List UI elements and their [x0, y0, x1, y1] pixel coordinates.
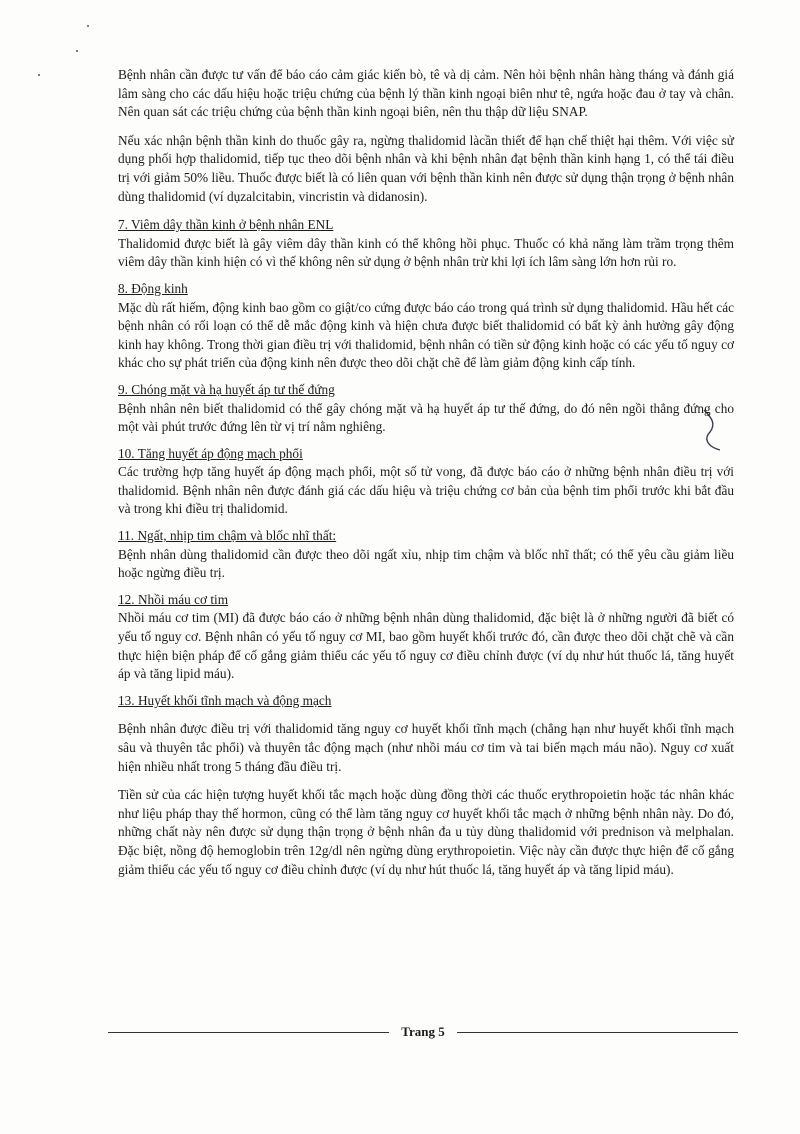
- paragraph: Bệnh nhân dùng thalidomid cần được theo dõi ngất xỉu, nhịp tim chậm và blốc nhĩ thất; có thể yêu cầu giảm liều hoặc ngừng điều trị.: [118, 546, 734, 581]
- section-11: [118, 527, 734, 583]
- section-12: [118, 591, 734, 684]
- paragraph: Tiền sử của các hiện tượng huyết khối tắc mạch hoặc dùng đồng thời các thuốc erythropoietin hoặc tác nhân khác như liệu pháp thay thế hormon, cũng có thể làm tăng nguy cơ huyết khối tắc mạch ở những bệnh nhân này. Do đó, những chất này nên được sử dụng thận trọng ở bệnh nhân đa u tủy dùng thalidomid với prednison và melphalan. Đặc biệt, nồng độ hemoglobin trên 12g/dl nên ngừng dùng erythropoietin. Việc này cần được thực hiện để cố gắng giảm thiểu các yếu tố nguy cơ điều chỉnh được (ví dụ như hút thuốc lá, tăng huyết áp và tăng lipid máu).: [118, 787, 734, 877]
- scan-speck: [76, 50, 78, 52]
- document-body: [118, 66, 734, 887]
- paragraph: Bệnh nhân được điều trị với thalidomid tăng nguy cơ huyết khối tĩnh mạch (chẳng hạn như huyết khối tĩnh mạch sâu và thuyên tắc phổi) và thuyên tắc động mạch (như nhồi máu cơ tim và tai biến mạch máu não). Nguy cơ xuất hiện nhiều nhất trong 5 tháng đầu điều trị.: [118, 721, 734, 774]
- paragraph: Nhồi máu cơ tim (MI) đã được báo cáo ở những bệnh nhân dùng thalidomid, đặc biệt là ở những người đã biết có yếu tố nguy cơ. Bệnh nhân có yếu tố nguy cơ MI, bao gồm huyết khối trước đó, cần được theo dõi chặt chẽ và cần thực hiện biện pháp để cố gắng giảm thiểu các yếu tố nguy cơ điều chỉnh được (ví dụ như hút thuốc lá, tăng huyết áp và tăng lipid máu).: [118, 610, 734, 682]
- paragraph: Mặc dù rất hiếm, động kinh bao gồm co giật/co cứng được báo cáo trong quá trình sử dụng thalidomid. Hầu hết các bệnh nhân có rối loạn có thể dễ mắc động kinh và hiện chưa được biết thalidomid có bất kỳ ảnh hưởng gây động kinh hay không. Trong thời gian điều trị với thalidomid, bệnh nhân có tiền sử động kinh hoặc có các yếu tố nguy cơ khác cho sự phát triển của động kinh nên được theo dõi chặt chẽ để làm giảm động kinh cấp tính.: [118, 299, 734, 371]
- section-heading: 8. Động kinh: [118, 280, 188, 296]
- section-heading: 10. Tăng huyết áp động mạch phổi: [118, 445, 303, 461]
- scan-speck: [87, 25, 89, 27]
- paragraph: Thalidomid được biết là gây viêm dây thần kinh có thể không hồi phục. Thuốc có khả năng làm trầm trọng thêm viêm dây thần kinh hiện có vì thế không nên sử dụng ở bệnh nhân trừ khi lợi ích lâm sàng lớn hơn rủi ro.: [118, 235, 734, 270]
- section-heading: 13. Huyết khối tĩnh mạch và động mạch: [118, 692, 332, 708]
- footer-rule-right: [457, 1032, 738, 1033]
- section-heading: 7. Viêm dây thần kinh ở bệnh nhân ENL: [118, 217, 334, 233]
- section-heading: 11. Ngất, nhịp tim chậm và blốc nhĩ thất:: [118, 528, 337, 544]
- paragraph: Bệnh nhân cần được tư vấn để báo cáo cảm giác kiến bò, tê và dị cảm. Nên hỏi bệnh nhân hàng tháng và đánh giá lâm sàng cho các dấu hiệu hoặc triệu chứng của bệnh lý thần kinh ngoại biên như tê, ngứa hoặc đau ở tay và chân. Nên quan sát các triệu chứng của bệnh thần kinh ngoại biên, nên thu thập dữ liệu SNAP.: [118, 67, 734, 120]
- section-heading: 12. Nhồi máu cơ tim: [118, 591, 229, 607]
- section-7: [118, 216, 734, 272]
- section-8: [118, 280, 734, 373]
- page-number: Trang 5: [401, 1024, 445, 1039]
- footer-rule-left: [108, 1032, 389, 1033]
- section-heading: 9. Chóng mặt và hạ huyết áp tư thế đứng: [118, 381, 335, 397]
- page-footer: [108, 1024, 738, 1040]
- section-10: [118, 445, 734, 519]
- section-13: [118, 692, 734, 879]
- section-9: [118, 381, 734, 437]
- paragraph: Các trường hợp tăng huyết áp động mạch phổi, một số tử vong, đã được báo cáo ở những bệnh nhân điều trị với thalidomid. Bệnh nhân nên được đánh giá các dấu hiệu và triệu chứng cơ bản của bệnh tim phổi trước khi bắt đầu và trong khi điều trị thalidomid.: [118, 464, 734, 517]
- paragraph: Nếu xác nhận bệnh thần kinh do thuốc gây ra, ngừng thalidomid làcần thiết để hạn chế thiệt hại thêm. Với việc sử dụng phối hợp thalidomid, tiếp tục theo dõi bệnh nhân và khi bệnh nhân đạt bệnh thần kinh hạng 1, có thể tái điều trị với giảm 50% liều. Thuốc được biết là có liên quan với bệnh thần kinh nên được sử dụng thận trọng ở bệnh nhân dùng thalidomid (ví dụzalcitabin, vincristin và didanosin).: [118, 132, 734, 204]
- paragraph: Bệnh nhân nên biết thalidomid có thể gây chóng mặt và hạ huyết áp tư thế đứng, do đó nên ngồi thẳng đứng cho một vài phút trước đứng lên từ vị trí nằm nghiêng.: [118, 400, 734, 435]
- scan-speck: [38, 74, 40, 76]
